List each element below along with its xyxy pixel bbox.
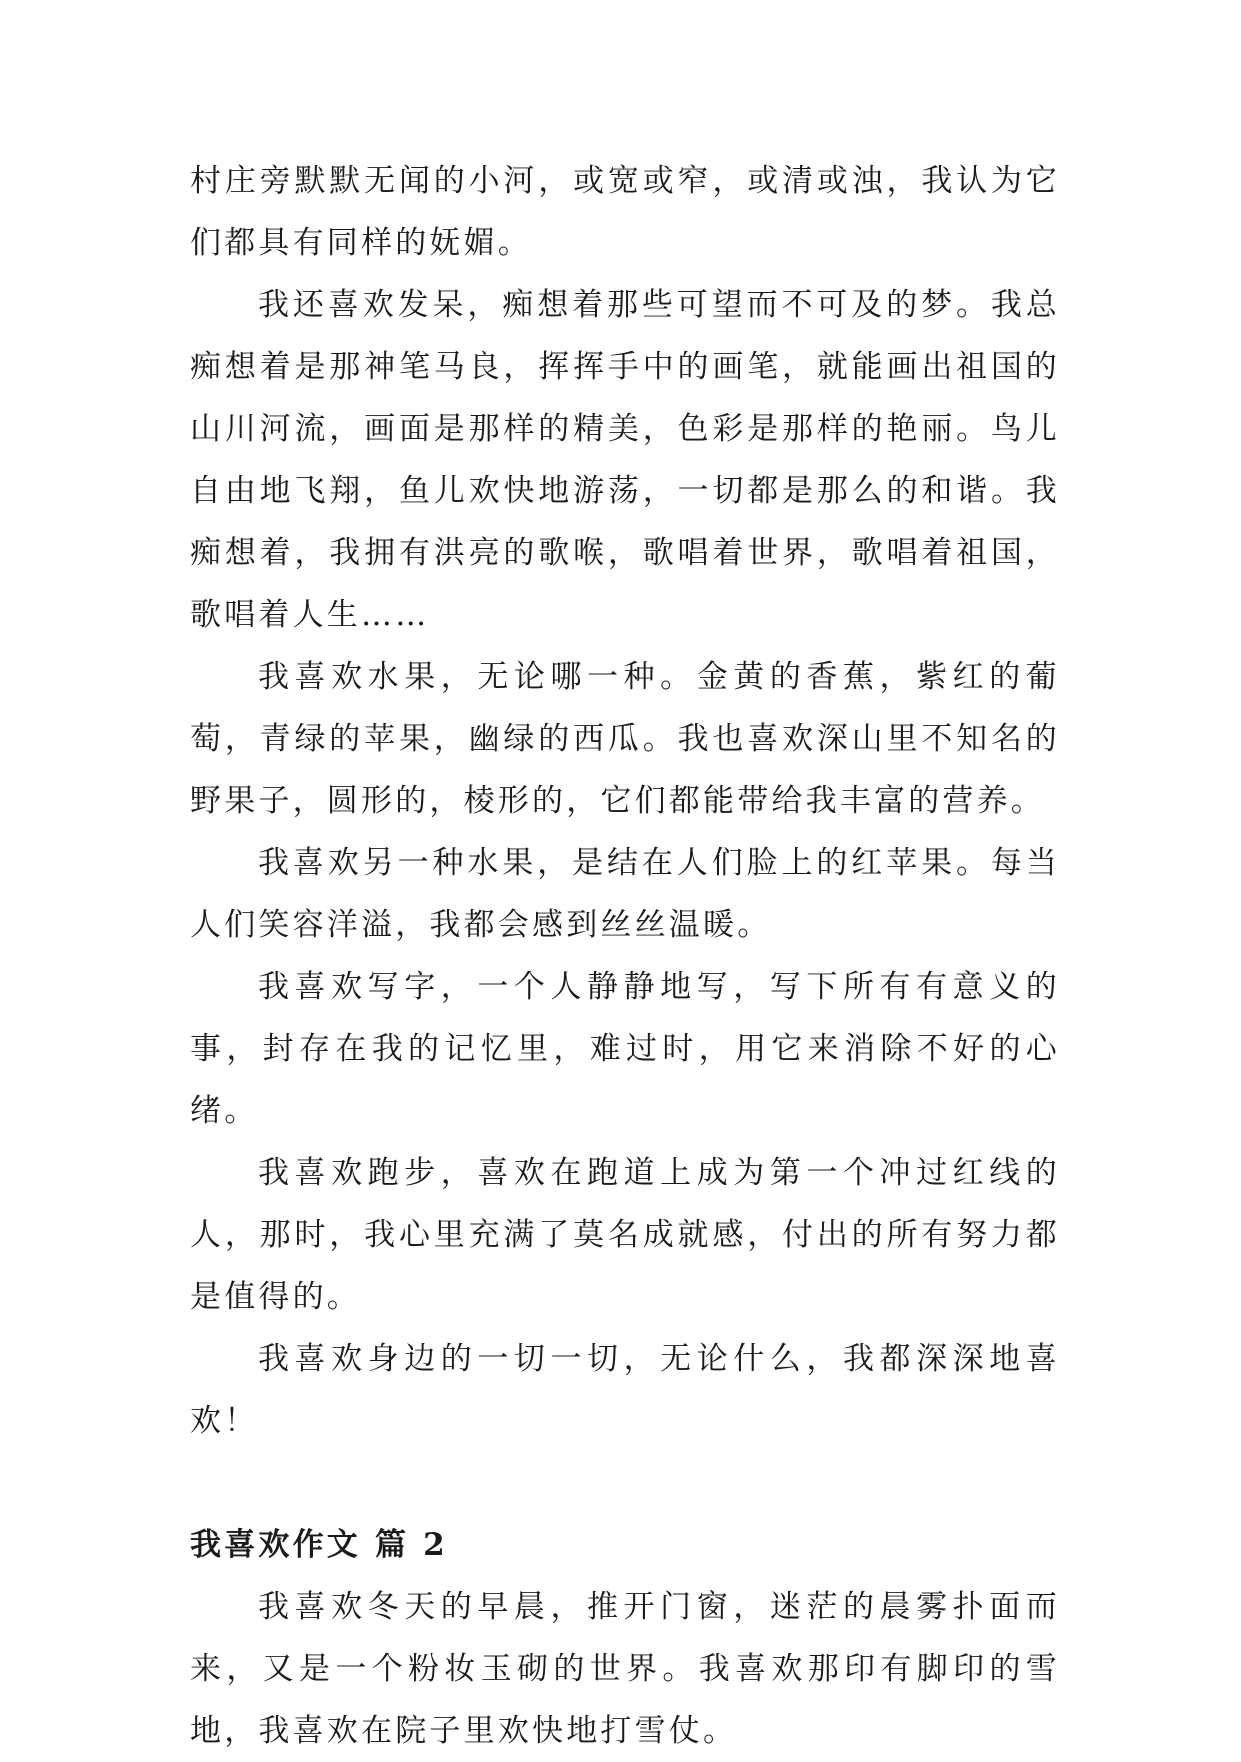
paragraph: 我喜欢冬天的早晨，推开门窗，迷茫的晨雾扑面而来，又是一个粉妆玉砌的世界。我喜欢那印有脚印的雪地，我喜欢在院子里欢快地打雪仗。 <box>190 1589 1060 1749</box>
paragraph: 我喜欢另一种水果，是结在人们脸上的红苹果。每当人们笑容洋溢，我都会感到丝丝温暖。 <box>190 845 1060 943</box>
paragraph: 我喜欢身边的一切一切，无论什么，我都深深地喜欢！ <box>190 1341 1060 1439</box>
paragraph: 我喜欢水果，无论哪一种。金黄的香蕉，紫红的葡萄，青绿的苹果，幽绿的西瓜。我也喜欢深山里不知名的野果子，圆形的，棱形的，它们都能带给我丰富的营养。 <box>190 659 1060 819</box>
paragraph-continued: 村庄旁默默无闻的小河，或宽或窄，或清或浊，我认为它们都具有同样的妩媚。 <box>190 163 1060 261</box>
paragraph: 我还喜欢发呆，痴想着那些可望而不可及的梦。我总痴想着是那神笔马良，挥挥手中的画笔，就能画出祖国的山川河流，画面是那样的精美，色彩是那样的艳丽。鸟儿自由地飞翔，鱼儿欢快地游荡，一切都是那么的和谐。我痴想着，我拥有洪亮的歌喉，歌唱着世界，歌唱着祖国，歌唱着人生…… <box>190 287 1060 633</box>
paragraph: 我喜欢写字，一个人静静地写，写下所有有意义的事，封存在我的记忆里，难过时，用它来消除不好的心绪。 <box>190 969 1060 1129</box>
section-heading: 我喜欢作文 篇 2 <box>190 1527 448 1563</box>
document-page <box>190 150 1060 1762</box>
section-gap <box>190 1452 1060 1514</box>
paragraph: 我喜欢跑步，喜欢在跑道上成为第一个冲过红线的人，那时，我心里充满了莫名成就感，付出的所有努力都是值得的。 <box>190 1155 1060 1315</box>
